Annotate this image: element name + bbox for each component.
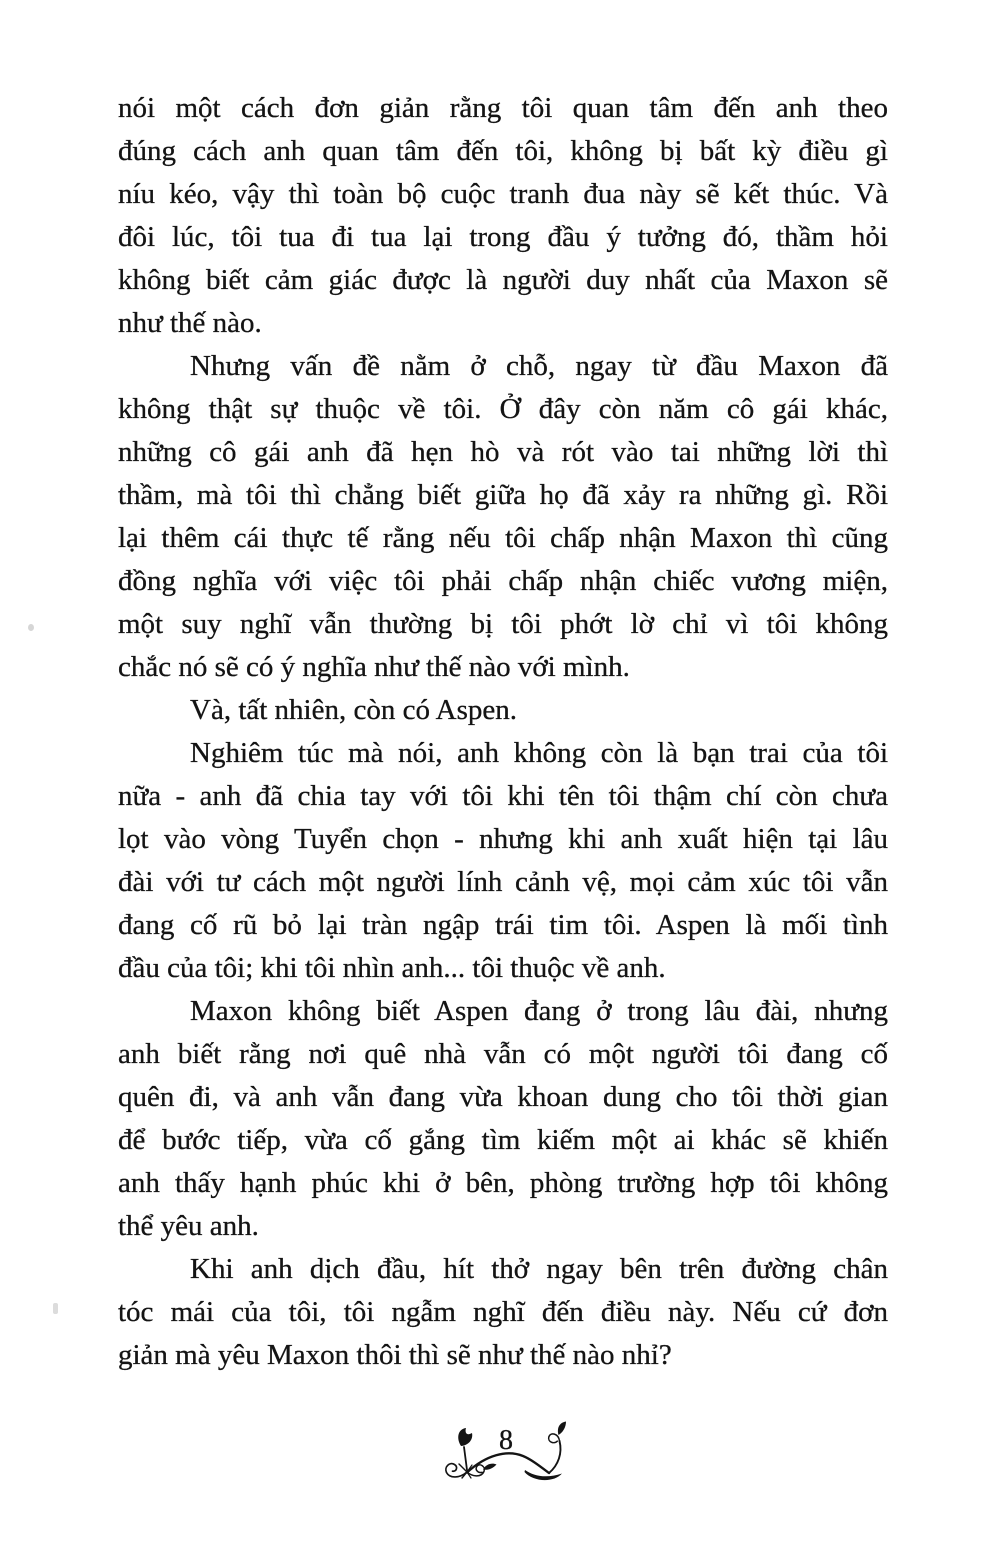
text-line: như thế nào. (118, 307, 262, 339)
paragraph (118, 1248, 888, 1377)
body-text (118, 87, 888, 1377)
text-line: Khi anh dịch đầu, hít thở ngay bên trên đường chân (190, 1253, 888, 1285)
text-line: đôi lúc, tôi tua đi tua lại trong đầu ý tưởng đó, thầm hỏi (118, 221, 888, 253)
text-line: nữa - anh đã chia tay với tôi khi tên tôi thậm chí còn chưa (118, 780, 888, 812)
scan-speck (28, 624, 34, 631)
paragraph (118, 689, 888, 732)
text-line: níu kéo, vậy thì toàn bộ cuộc tranh đua này sẽ kết thúc. Và (118, 178, 888, 210)
text-line: Nhưng vấn đề nằm ở chỗ, ngay từ đầu Maxon đã (190, 350, 888, 382)
paragraph (118, 990, 888, 1248)
text-line: anh thấy hạnh phúc khi ở bên, phòng trường hợp tôi không (118, 1167, 888, 1199)
text-line: chắc nó sẽ có ý nghĩa như thế nào với mình. (118, 651, 630, 683)
paragraph (118, 732, 888, 990)
paragraph (118, 87, 888, 345)
text-line: giản mà yêu Maxon thôi thì sẽ như thế nào nhỉ? (118, 1339, 672, 1371)
text-line: lại thêm cái thực tế rằng nếu tôi chấp nhận Maxon thì cũng (118, 522, 888, 554)
text-line: anh biết rằng nơi quê nhà vẫn có một người tôi đang cố (118, 1038, 888, 1070)
text-line: không biết cảm giác được là người duy nhất của Maxon sẽ (118, 264, 888, 296)
text-line: Nghiêm túc mà nói, anh không còn là bạn trai của tôi (190, 737, 888, 769)
text-line: Và, tất nhiên, còn có Aspen. (190, 694, 517, 726)
text-line: lọt vào vòng Tuyển chọn - nhưng khi anh xuất hiện tại lâu (118, 823, 888, 855)
text-line: để bước tiếp, vừa cố gắng tìm kiếm một ai khác sẽ khiến (118, 1124, 888, 1156)
page-number: 8 (499, 1425, 513, 1456)
text-line: đúng cách anh quan tâm đến tôi, không bị bất kỳ điều gì (118, 135, 888, 167)
text-line: đài với tư cách một người lính cảnh vệ, mọi cảm xúc tôi vẫn (118, 866, 888, 898)
text-line: không thật sự thuộc về tôi. Ở đây còn năm cô gái khác, (118, 393, 888, 425)
text-line: thể yêu anh. (118, 1210, 259, 1242)
text-line: đầu của tôi; khi tôi nhìn anh... tôi thuộc về anh. (118, 952, 666, 984)
text-line: tóc mái của tôi, tôi ngẫm nghĩ đến điều này. Nếu cứ đơn (118, 1296, 888, 1328)
text-line: đồng nghĩa với việc tôi phải chấp nhận chiếc vương miện, (118, 565, 888, 597)
text-line: thầm, mà tôi thì chẳng biết giữa họ đã xảy ra những gì. Rồi (118, 479, 888, 511)
paragraph (118, 345, 888, 689)
text-line: một suy nghĩ vẫn thường bị tôi phớt lờ chỉ vì tôi không (118, 608, 888, 640)
scan-speck (53, 1303, 58, 1314)
text-line: quên đi, và anh vẫn đang vừa khoan dung cho tôi thời gian (118, 1081, 888, 1113)
text-line: Maxon không biết Aspen đang ở trong lâu đài, nhưng (190, 995, 888, 1027)
text-line: nói một cách đơn giản rằng tôi quan tâm đến anh theo (118, 92, 888, 124)
text-line: đang cố rũ bỏ lại tràn ngập trái tim tôi. Aspen là mối tình (118, 909, 888, 941)
text-line: những cô gái anh đã hẹn hò và rót vào tai những lời thì (118, 436, 888, 468)
